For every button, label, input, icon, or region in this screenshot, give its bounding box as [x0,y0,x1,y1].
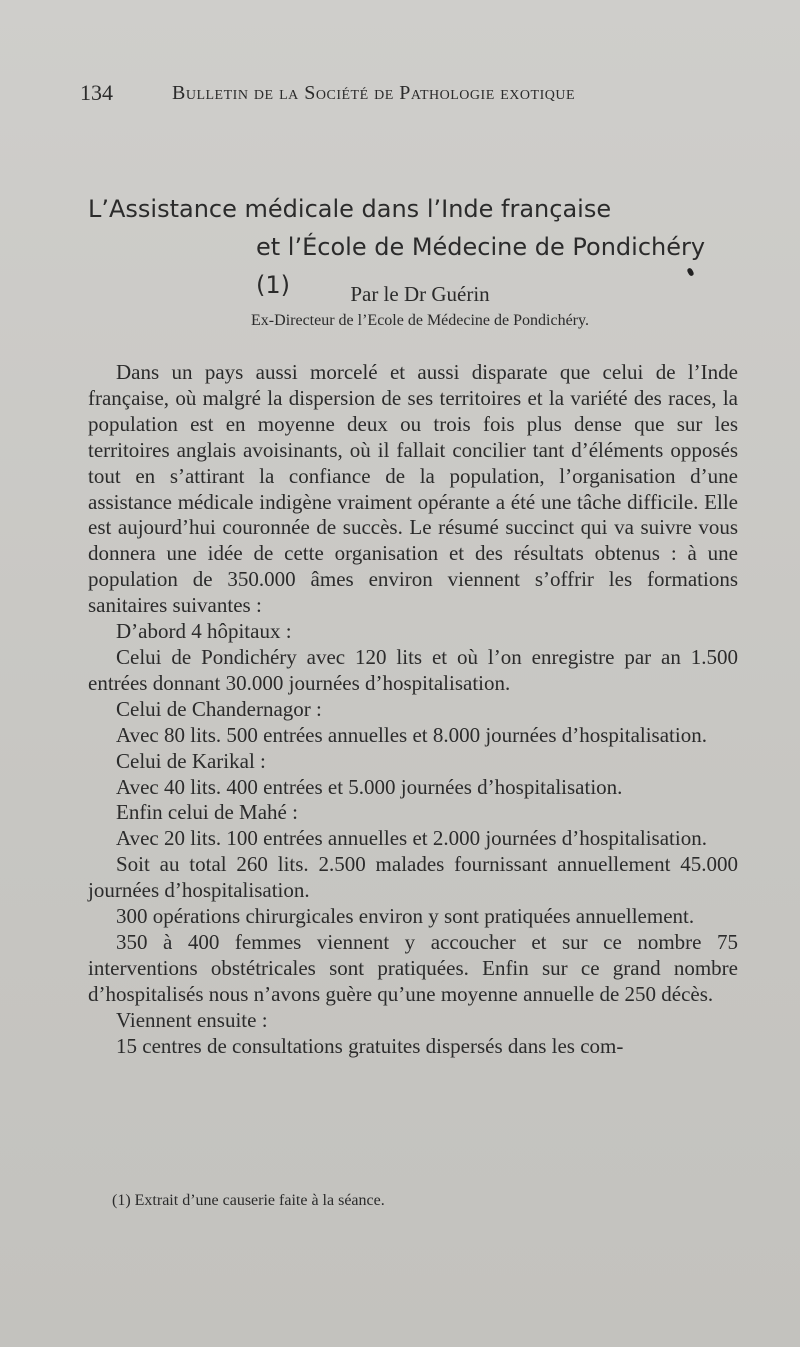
paragraph: Celui de Karikal : [116,748,266,773]
paragraph: Avec 20 lits. 100 entrées annuelles et 2.000 journées d’hospitalisation. [116,826,707,851]
title-line-1: L’Assistance médicale dans l’Inde française [88,195,612,223]
paragraph: Soit au total 260 lits. 2.500 malades fournissant annuellement 45.000 journées d’hospitalisation. [88,852,738,903]
paragraph: Avec 40 lits. 400 entrées et 5.000 journées d’hospitalisation. [116,774,623,799]
footnote: (1) Extrait d’une causerie faite à la séance. [112,1192,385,1209]
title-line-2: et l’École de Médecine de Pondichéry (1) [256,233,706,299]
running-head: Bulletin de la Société de Pathologie exotique [172,82,576,104]
paragraph: Avec 80 lits. 500 entrées annuelles et 8.000 journées d’hospitalisation. [116,722,707,747]
paragraph: 15 centres de consultations gratuites dispersés dans les com- [116,1033,624,1058]
author-byline: Par le Dr Guérin [350,282,490,306]
paragraph: D’abord 4 hôpitaux : [116,619,292,644]
paragraph: Enfin celui de Mahé : [116,800,298,825]
page-header [80,80,740,114]
page-number: 134 [80,80,113,105]
paragraph: Dans un pays aussi morcelé et aussi disparate que celui de l’Inde française, où malgré la dispersion de ses territoires et la variété des races, la population est en moyenne deux ou trois fois plus dense que sur les territoires anglais avoisinants, où il fallait concilier tant d’éléments opposés tout en s’attirant la confiance de la population, l’organisation d’une assistance médicale indigène vraiment opérante a été une tâche difficile. Elle est aujourd’hui couronnée de succès. Le résumé succinct qui va suivre vous donnera une idée de cette organisation et des résultats obtenus : à une population de 350.000 âmes environ viennent s’offrir les formations sanitaires suivantes : [88,360,738,618]
paragraph: 350 à 400 femmes viennent y accoucher et sur ce nombre 75 interventions obstétricales sont pratiquées. Enfin sur ce grand nombre d’hospitalisés nous n’avons guère qu’une moyenne annuelle de 250 décès. [88,929,738,1006]
paragraph: Celui de Chandernagor : [116,696,322,721]
article-body [88,360,738,1059]
paragraph: Celui de Pondichéry avec 120 lits et où l’on enregistre par an 1.500 entrées donnant 30.000 journées d’hospitalisation. [88,644,738,695]
author-affiliation: Ex-Directeur de l’Ecole de Médecine de Pondichéry. [251,312,589,329]
paragraph: Viennent ensuite : [116,1007,268,1032]
paragraph: 300 opérations chirurgicales environ y sont pratiquées annuellement. [116,904,695,929]
